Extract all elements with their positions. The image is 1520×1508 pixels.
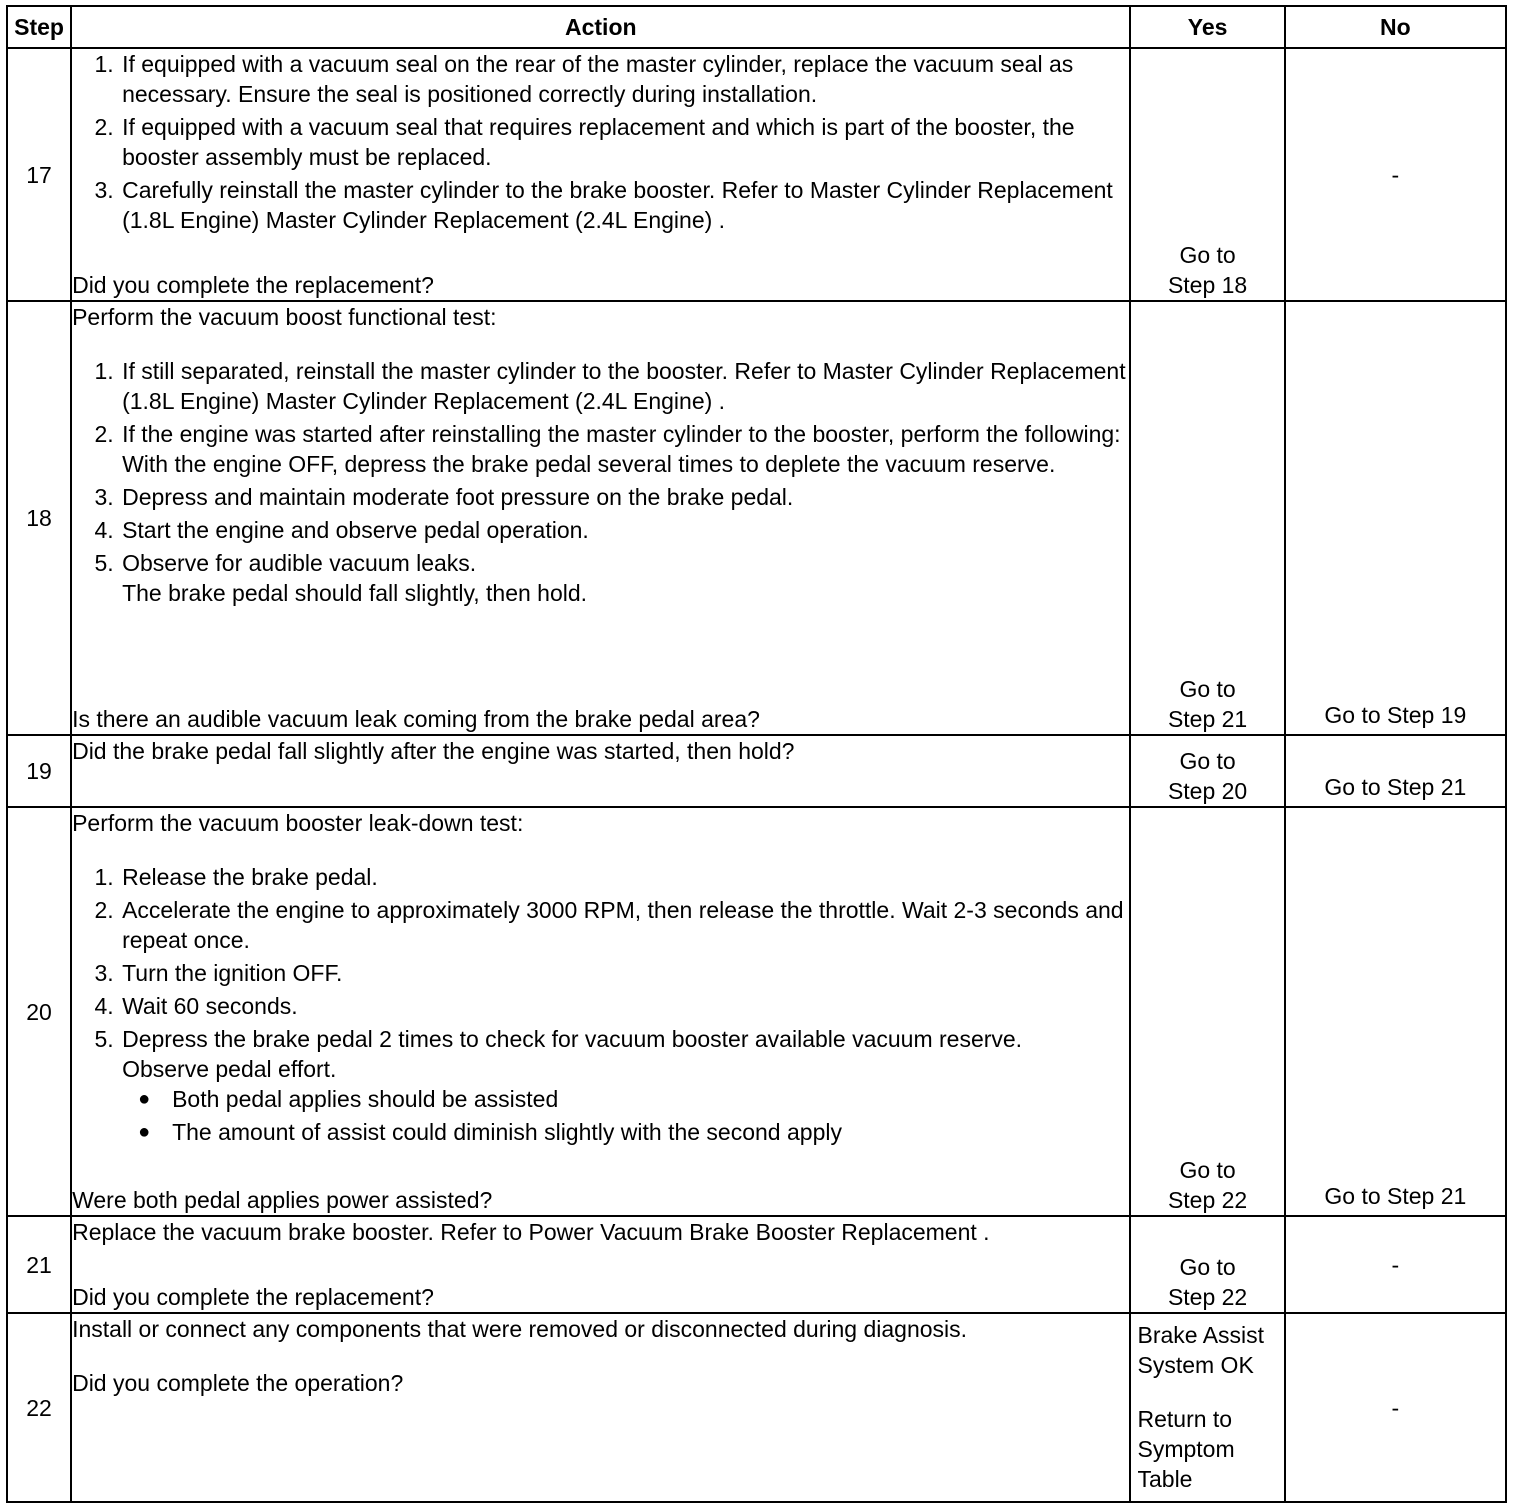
yes-link[interactable]: Step 20 xyxy=(1167,778,1248,804)
question-text: Did you complete the replacement? xyxy=(72,1284,434,1310)
diagnostic-table xyxy=(6,5,1507,1503)
table-row-step-21 xyxy=(7,1216,1506,1313)
yes-cell: Go to Step 22 xyxy=(1130,807,1284,1216)
question-text: Were both pedal applies power assisted? xyxy=(72,1187,493,1213)
question-text: Is there an audible vacuum leak coming from the brake pedal area? xyxy=(72,706,760,732)
header-row xyxy=(7,6,1506,48)
no-link[interactable]: Go to Step 21 xyxy=(1324,1183,1467,1209)
action-cell xyxy=(71,735,1130,807)
header-no: No xyxy=(1285,6,1506,48)
yes-link[interactable]: Step 21 xyxy=(1167,706,1248,732)
no-cell: - xyxy=(1285,48,1506,301)
bullet-item: ● Both pedal applies should be assisted xyxy=(170,1084,1129,1114)
list-item: 1. If still separated, reinstall the master cylinder to the booster. Refer to Master Cylinder Replacement (1.8L Engine) Master Cylinder Replacement (2.4L Engine) . xyxy=(120,356,1129,416)
yes-link[interactable]: Step 22 xyxy=(1167,1284,1248,1310)
question-text: Did the brake pedal fall slightly after the engine was started, then hold? xyxy=(72,738,795,764)
yes-link[interactable]: Return to Symptom Table xyxy=(1137,1406,1235,1492)
no-link[interactable]: Go to Step 21 xyxy=(1324,774,1467,800)
action-steps-list xyxy=(72,862,1129,1150)
step-number: 21 xyxy=(7,1216,71,1313)
yes-cell: Go to Step 22 xyxy=(1130,1216,1284,1313)
list-item: 2. If equipped with a vacuum seal that requires replacement and which is part of the booster, the booster assembly must be replaced. xyxy=(120,112,1129,172)
no-cell: - xyxy=(1285,1216,1506,1313)
list-item: 5. Depress the brake pedal 2 times to check for vacuum booster available vacuum reserve. Observe pedal effort. ● Both pedal applies should be assisted ● The amount of assist could diminish slightly with the second apply xyxy=(120,1024,1129,1147)
list-item: 1. Release the brake pedal. xyxy=(120,862,1129,892)
table-row-step-22 xyxy=(7,1313,1506,1502)
yes-link[interactable]: Step 18 xyxy=(1167,272,1248,298)
header-yes: Yes xyxy=(1130,6,1284,48)
list-item: 3. Carefully reinstall the master cylinder to the brake booster. Refer to Master Cylinder Replacement (1.8L Engine) Master Cylinder Replacement (2.4L Engine) . xyxy=(120,175,1129,235)
yes-link[interactable]: Step 22 xyxy=(1167,1187,1248,1213)
list-item: 3. Depress and maintain moderate foot pressure on the brake pedal. xyxy=(120,482,1129,512)
bullet-list xyxy=(122,1084,1129,1147)
list-item: 5. Observe for audible vacuum leaks. The brake pedal should fall slightly, then hold. xyxy=(120,548,1129,608)
list-item: 3. Turn the ignition OFF. xyxy=(120,958,1129,988)
action-cell xyxy=(71,1216,1130,1313)
no-link[interactable]: Go to Step 19 xyxy=(1324,702,1467,728)
action-cell xyxy=(71,48,1130,301)
table-row-step-17 xyxy=(7,48,1506,301)
action-cell xyxy=(71,807,1130,1216)
table-row-step-20 xyxy=(7,807,1506,1216)
action-cell xyxy=(71,1313,1130,1502)
action-intro: Perform the vacuum booster leak-down test: xyxy=(72,810,524,836)
no-cell xyxy=(1285,301,1506,735)
action-steps-list xyxy=(72,49,1129,238)
yes-cell: Go to Step 20 xyxy=(1130,735,1284,807)
yes-cell: Go to Step 21 xyxy=(1130,301,1284,735)
action-intro: Install or connect any components that were removed or disconnected during diagnosis. xyxy=(72,1316,968,1342)
list-item: 2. Accelerate the engine to approximately 3000 RPM, then release the throttle. Wait 2-3 seconds and repeat once. xyxy=(120,895,1129,955)
step-number: 18 xyxy=(7,301,71,735)
question-text: Did you complete the operation? xyxy=(72,1370,404,1396)
no-cell xyxy=(1285,735,1506,807)
yes-cell: Go to Step 18 xyxy=(1130,48,1284,301)
header-step: Step xyxy=(7,6,71,48)
step-number: 20 xyxy=(7,807,71,1216)
list-item: 1. If equipped with a vacuum seal on the rear of the master cylinder, replace the vacuum seal as necessary. Ensure the seal is positioned correctly during installation. xyxy=(120,49,1129,109)
header-action: Action xyxy=(71,6,1130,48)
table-row-step-19 xyxy=(7,735,1506,807)
action-steps-list xyxy=(72,356,1129,611)
no-cell xyxy=(1285,807,1506,1216)
action-intro: Perform the vacuum boost functional test: xyxy=(72,304,497,330)
step-number: 17 xyxy=(7,48,71,301)
list-item: 4. Start the engine and observe pedal operation. xyxy=(120,515,1129,545)
list-item: 2. If the engine was started after reinstalling the master cylinder to the booster, perform the following: With the engine OFF, depress the brake pedal several times to deplete the vacuum reserve. xyxy=(120,419,1129,479)
list-item: 4. Wait 60 seconds. xyxy=(120,991,1129,1021)
action-intro: Replace the vacuum brake booster. Refer to Power Vacuum Brake Booster Replacement . xyxy=(72,1219,990,1245)
table-row-step-18 xyxy=(7,301,1506,735)
step-number: 22 xyxy=(7,1313,71,1502)
action-cell xyxy=(71,301,1130,735)
no-cell: - xyxy=(1285,1313,1506,1502)
step-number: 19 xyxy=(7,735,71,807)
yes-cell xyxy=(1130,1313,1284,1502)
question-text: Did you complete the replacement? xyxy=(72,272,434,298)
yes-result: Brake Assist System OK xyxy=(1137,1322,1265,1378)
bullet-item: ● The amount of assist could diminish slightly with the second apply xyxy=(170,1117,1129,1147)
